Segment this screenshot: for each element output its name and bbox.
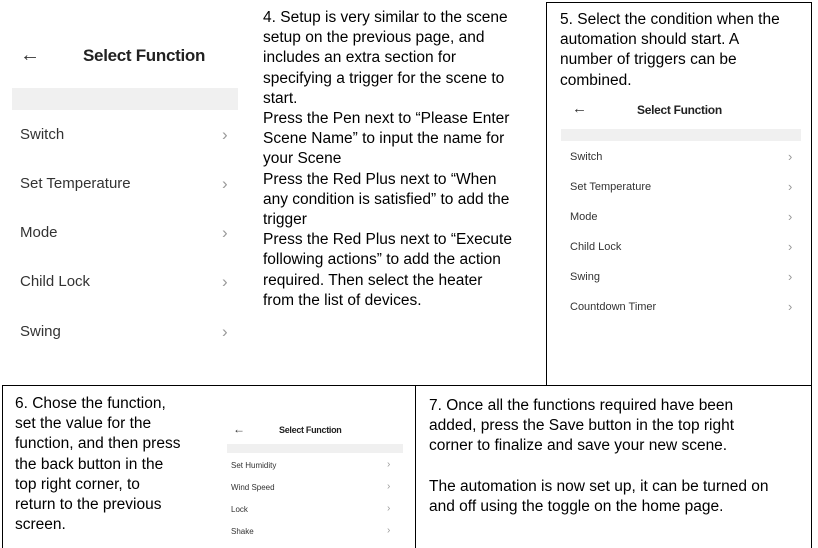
function-item-swing[interactable] [20, 323, 240, 347]
step7-line: 7. Once all the functions required have been [429, 397, 734, 414]
function-item-label: Swing [570, 271, 600, 283]
phone-separator-band [227, 444, 403, 453]
phone-title: Select Function [279, 425, 342, 435]
function-item-label: Swing [20, 323, 61, 340]
function-item-label: Set Humidity [231, 461, 277, 470]
step7-line: corner to finalize and save your new scene. [429, 437, 728, 455]
left-phone-screenshot [0, 0, 254, 385]
step4-instructions [263, 8, 512, 311]
function-item-switch[interactable] [570, 151, 798, 169]
step4-line: Press the Red Plus next to “When [263, 170, 497, 188]
arrow-left-icon[interactable]: ← [572, 100, 587, 117]
function-item-countdown-timer[interactable] [570, 301, 798, 319]
function-item-shake[interactable] [231, 527, 401, 541]
function-item-lock[interactable] [231, 505, 401, 519]
step7-line: and off using the toggle on the home page. [429, 497, 724, 515]
step7-line: added, press the Save button in the top right [429, 417, 735, 435]
arrow-left-icon[interactable]: ← [20, 44, 40, 66]
chevron-right-icon: › [788, 149, 793, 164]
step6-line: return to the previous [15, 496, 162, 514]
function-item-swing[interactable] [570, 271, 798, 289]
chevron-right-icon: › [788, 239, 793, 254]
step4-line: setup on the previous page, and [263, 29, 485, 47]
chevron-right-icon: › [788, 299, 793, 314]
function-item-label: Mode [570, 211, 598, 223]
step6-cell [2, 385, 416, 548]
step6-line: function, and then press [15, 435, 181, 453]
step6-line: 6. Chose the function, [15, 395, 166, 412]
function-item-child-lock[interactable] [570, 241, 798, 259]
step6-line: screen. [15, 516, 66, 534]
step4-line: your Scene [263, 150, 342, 168]
function-item-label: Set Temperature [570, 181, 652, 193]
function-item-label: Shake [231, 527, 254, 536]
step6-instructions [15, 394, 180, 535]
chevron-right-icon: › [788, 209, 793, 224]
step5-line: automation should start. A [560, 31, 740, 49]
step4-line: Press the Pen next to “Please Enter [263, 110, 510, 128]
function-item-label: Wind Speed [231, 483, 275, 492]
step4-line: following actions” to add the action [263, 251, 501, 269]
chevron-right-icon: › [222, 322, 228, 341]
chevron-right-icon: › [788, 179, 793, 194]
chevron-right-icon: › [387, 525, 391, 536]
function-item-label: Set Temperature [20, 175, 131, 192]
function-item-set-humidity[interactable] [231, 461, 401, 475]
function-item-label: Switch [20, 126, 65, 143]
function-item-mode[interactable] [20, 224, 240, 248]
function-item-label: Countdown Timer [570, 301, 657, 313]
function-item-label: Switch [570, 151, 603, 163]
step4-line: required. Then select the heater [263, 271, 483, 289]
function-item-label: Child Lock [570, 241, 622, 253]
step5-line: combined. [560, 71, 632, 89]
chevron-right-icon: › [387, 481, 391, 492]
step4-line: Press the Red Plus next to “Execute [263, 231, 512, 249]
phone-title: Select Function [637, 103, 722, 117]
chevron-right-icon: › [222, 272, 228, 291]
step4-line: trigger [263, 211, 307, 229]
phone-title: Select Function [83, 46, 206, 65]
step7-cell [415, 385, 812, 548]
function-item-switch[interactable] [20, 126, 240, 150]
step5-cell [546, 2, 812, 387]
chevron-right-icon: › [387, 503, 391, 514]
arrow-left-icon[interactable]: ← [233, 422, 245, 436]
step6-line: the back button in the [15, 455, 164, 473]
function-item-label: Child Lock [20, 273, 91, 290]
step4-line: Scene Name” to input the name for [263, 130, 505, 148]
function-item-set-temperature[interactable] [20, 175, 240, 199]
paragraph-gap [429, 457, 769, 477]
function-item-label: Lock [231, 505, 248, 514]
function-item-child-lock[interactable] [20, 273, 240, 297]
chevron-right-icon: › [788, 269, 793, 284]
chevron-right-icon: › [387, 459, 391, 470]
step7-line: The automation is now set up, it can be turned on [429, 477, 769, 495]
step4-line: specifying a trigger for the scene to [263, 69, 505, 87]
step5-phone-screenshot [557, 95, 803, 335]
step6-line: top right corner, to [15, 475, 140, 493]
step6-phone-screenshot [225, 416, 405, 546]
step5-instructions [560, 10, 780, 91]
step7-instructions [429, 396, 769, 517]
function-item-set-temperature[interactable] [570, 181, 798, 199]
function-item-wind-speed[interactable] [231, 483, 401, 497]
function-item-mode[interactable] [570, 211, 798, 229]
step4-line: any condition is satisfied” to add the [263, 190, 510, 208]
phone-separator-band [561, 129, 801, 141]
step4-line: start. [263, 89, 298, 107]
step4-line: includes an extra section for [263, 49, 456, 67]
step5-line: number of triggers can be [560, 51, 737, 69]
step6-line: set the value for the [15, 415, 152, 433]
chevron-right-icon: › [222, 223, 228, 242]
function-item-label: Mode [20, 224, 58, 241]
step5-line: 5. Select the condition when the [560, 11, 780, 28]
step4-line: from the list of devices. [263, 291, 422, 309]
phone-separator-band [12, 88, 238, 110]
chevron-right-icon: › [222, 174, 228, 193]
step4-line: 4. Setup is very similar to the scene [263, 9, 508, 26]
left-phone-cell [0, 0, 254, 385]
step4-cell [254, 0, 546, 385]
chevron-right-icon: › [222, 125, 228, 144]
